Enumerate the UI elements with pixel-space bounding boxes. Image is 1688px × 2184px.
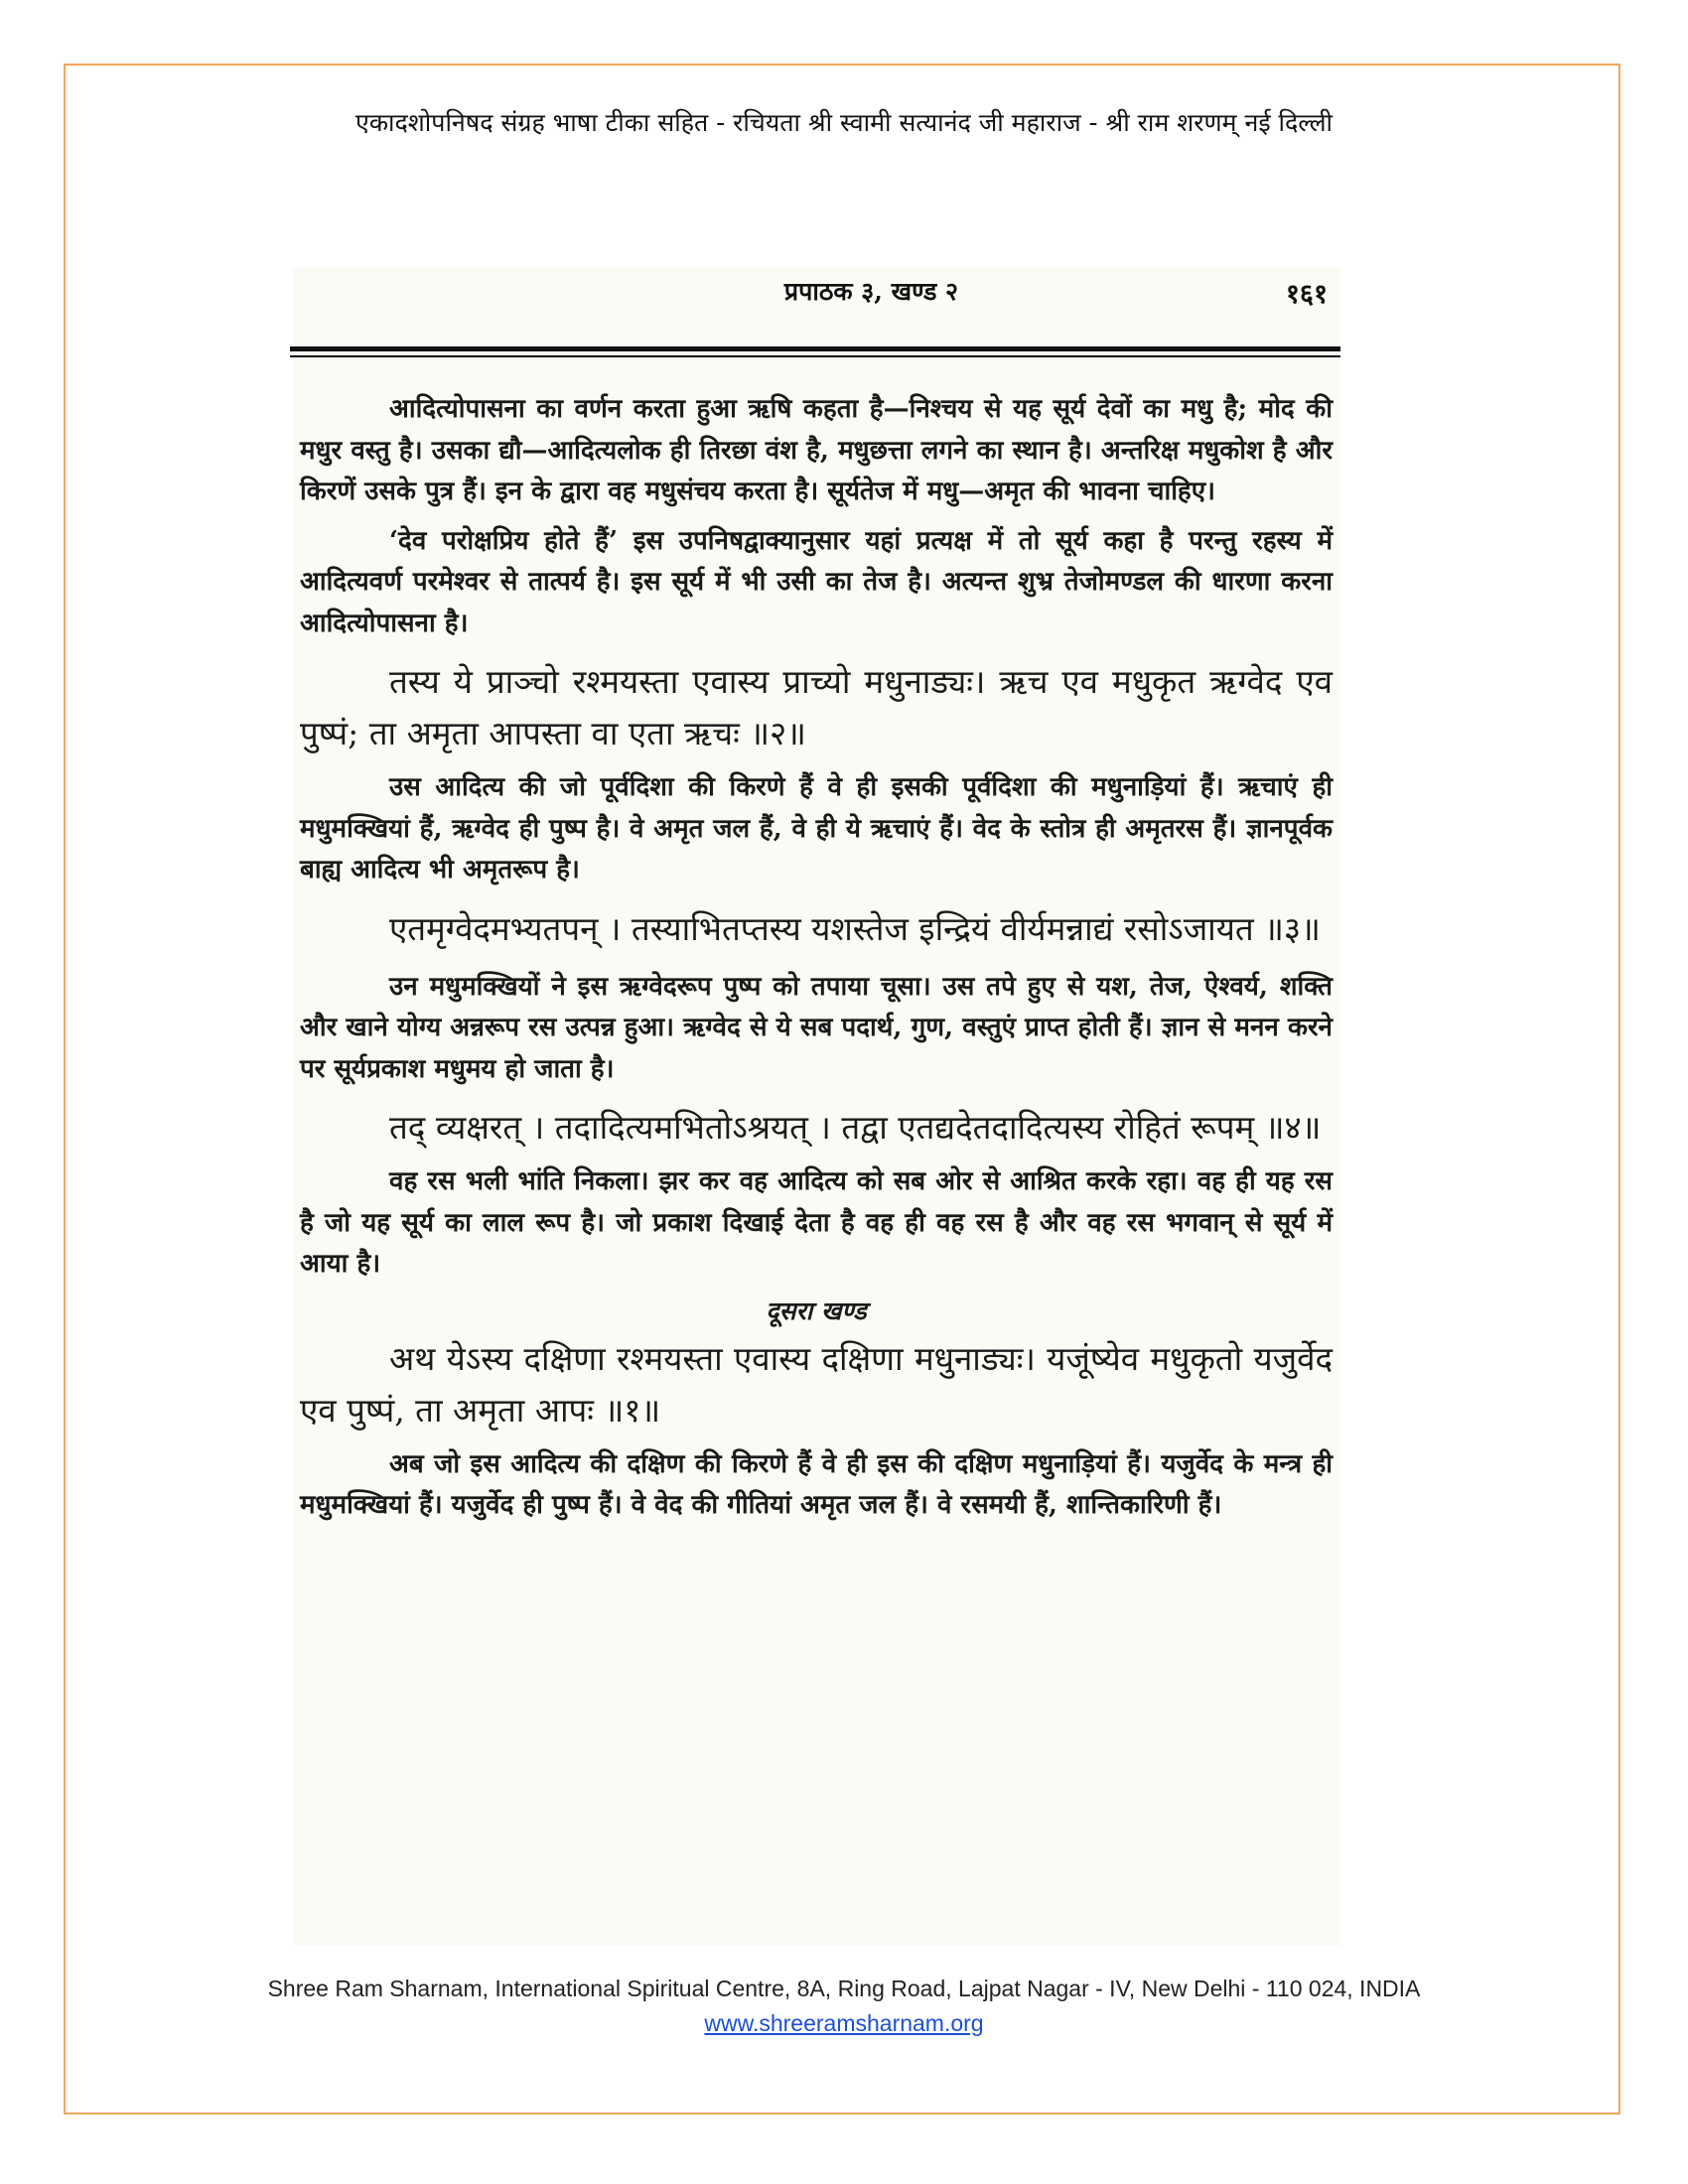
- page-body: [300, 389, 1333, 1527]
- running-head: [397, 274, 1345, 314]
- sanskrit-verse: तद् व्यक्षरत् । तदादित्यमभितोऽश्रयत् । तद्वा एतद्यदेतदादित्यस्य रोहितं रूपम् ॥४॥: [389, 1108, 1322, 1147]
- commentary-paragraph: उस आदित्य की जो पूर्वदिशा की किरणे हैं वे ही इसकी पूर्वदिशा की मधुनाड़ियां हैं। ऋचाएं ही मधुमक्खियां हैं, ऋग्वेद ही पुष्प है। वे अमृत जल हैं, वे ही ये ऋचाएं हैं। वेद के स्तोत्र ही अमृतरस हैं। ज्ञानपूर्वक बाह्य आदित्य भी अमृतरूप है।: [300, 772, 1333, 885]
- section-title: दूसरा खण्ड: [766, 1296, 867, 1325]
- sanskrit-verse: अथ येऽस्य दक्षिणा रश्मयस्ता एवास्य दक्षिणा मधुनाड्यः। यजूंष्येव मधुकृतो यजुर्वेद एव पुष्पं, ता अमृता आपः ॥१॥: [300, 1338, 1333, 1430]
- commentary-paragraph: अब जो इस आदित्य की दक्षिण की किरणे हैं वे ही इस की दक्षिण मधुनाड़ियां हैं। यजुर्वेद के मन्त्र ही मधुमक्खियां हैं। यजुर्वेद ही पुष्प हैं। वे वेद की गीतियां अमृत जल हैं। वे रसमयी हैं, शान्तिकारिणी हैं।: [300, 1448, 1333, 1520]
- sanskrit-verse: तस्य ये प्राञ्चो रश्मयस्ता एवास्य प्राच्यो मधुनाड्यः। ऋच एव मधुकृत ऋग्वेद एव पुष्पं; ता अमृता आपस्ता वा एता ऋचः ॥२॥: [300, 662, 1333, 752]
- footer-address: Shree Ram Sharnam, International Spiritual Centre, 8A, Ring Road, Lajpat Nagar - IV, New Delhi - 110 024, INDIA: [267, 1976, 1421, 2001]
- page-number: १६१: [1285, 279, 1328, 310]
- document-header: एकादशोपनिषद संग्रह भाषा टीका सहित - रचियता श्री स्वामी सत्यानंद जी महाराज - श्री राम शरणम् नई दिल्ली: [355, 108, 1333, 137]
- commentary-paragraph: वह रस भली भांति निकला। झर कर वह आदित्य को सब ओर से आश्रित करके रहा। वह ही यह रस है जो यह सूर्य का लाल रूप है। जो प्रकाश दिखाई देता है वह ही वह रस है और वह रस भगवान् से सूर्य में आया है।: [300, 1166, 1333, 1279]
- commentary-paragraph: ‘देव परोक्षप्रिय होते हैं’ इस उपनिषद्वाक्यानुसार यहां प्रत्यक्ष में तो सूर्य कहा है परन्तु रहस्य में आदित्यवर्ण परमेश्वर से तात्पर्य है। इस सूर्य में भी उसी का तेज है। अत्यन्त शुभ्र तेजोमण्डल की धारणा करना आदित्योपासना है।: [300, 525, 1333, 638]
- commentary-paragraph: उन मधुमक्खियों ने इस ऋग्वेदरूप पुष्प को तपाया चूसा। उस तपे हुए से यश, तेज, ऐश्वर्य, शक्ति और खाने योग्य अन्नरूप रस उत्पन्न हुआ। ऋग्वेद से ये सब पदार्थ, गुण, वस्तुएं प्राप्त होती हैं। ज्ञान से मनन करने पर सूर्यप्रकाश मधुमय हो जाता है।: [300, 971, 1333, 1084]
- website-link[interactable]: www.shreeramsharnam.org: [704, 2010, 984, 2036]
- header-rule-thin: [290, 355, 1340, 357]
- running-head-title: प्रपाठक ३, खण्ड २: [783, 277, 959, 306]
- commentary-paragraph: आदित्योपासना का वर्णन करता हुआ ऋषि कहता है—निश्चय से यह सूर्य देवों का मधु है; मोद की मधुर वस्तु है। उसका द्यौ—आदित्यलोक ही तिरछा वंश है, मधुछत्ता लगने का स्थान है। अन्तरिक्ष मधुकोश है और किरणें उसके पुत्र हैं। इन के द्वारा वह मधुसंचय करता है। सूर्यतेज में मधु—अमृत की भावना चाहिए।: [300, 394, 1333, 506]
- sanskrit-verse: एतमृग्वेदमभ्यतपन् । तस्याभितप्तस्य यशस्तेज इन्द्रियं वीर्यमन्नाद्यं रसोऽजायत ॥३॥: [389, 908, 1321, 948]
- header-rule-thick: [290, 346, 1340, 351]
